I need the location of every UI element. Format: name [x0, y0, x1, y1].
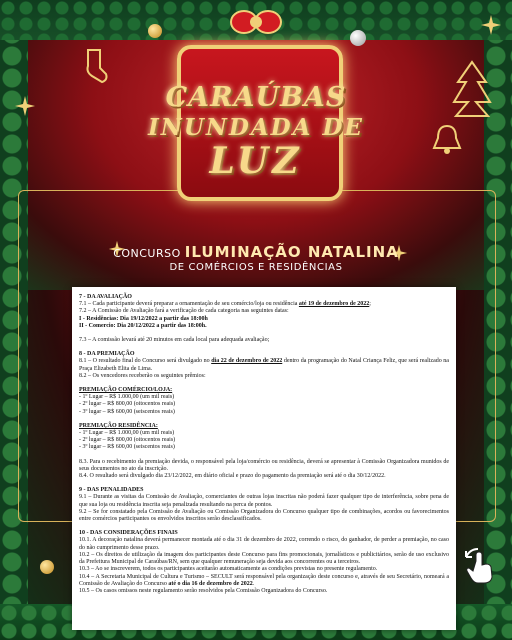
item-9-2: 9.2 – Se for constatado pela Comissão de Avaliação ou Comissão Organizadora do Concurso qualquer tipo de combinações, acordos ou favorecimentos entre comércios participantes os envolvidos inscritos serão desclassificados.: [79, 508, 449, 523]
prize-commerce-title: PREMIAÇÃO COMÉRCIO/LOJA:: [79, 387, 173, 394]
title-line-1: CARAÚBAS: [165, 82, 347, 113]
item-8-1-text: 8.1 – O resultado final do Concurso será divulgado no: [79, 358, 212, 365]
prize-commerce-2: - 2º lugar – R$ 800,00 (oitocentos reais): [79, 401, 176, 408]
stocking-icon: [82, 48, 110, 84]
item-8-2: 8.2 – Os vencedores receberão os seguintes prêmios:: [79, 372, 206, 379]
item-7-ii: II - Comercio: Dia 20/12/2022 a partir das 18:00h.: [79, 322, 207, 329]
item-7-1-text: 7.1 – Cada participante deverá preparar a ornamentação de seu comércio/loja ou residência: [79, 301, 299, 308]
bow-icon: [228, 4, 284, 44]
regulation-document: [72, 287, 456, 630]
item-10-5: 10.5 – Os casos omissos neste regulamento serão resolvidos pela Comissão Organizadora do Concurso.: [79, 587, 328, 594]
swipe-hand-icon[interactable]: [462, 545, 498, 585]
prize-commerce-3: - 3º lugar – R$ 600,00 (seiscentos reais): [79, 408, 175, 415]
title-line-2: INUNDADA DE: [148, 114, 364, 141]
prize-residence-title: PREMIAÇÃO RESIDÊNCIA:: [79, 422, 158, 429]
item-7-i: I - Residências: Dia 19/12/2022 a partir das 18:00h: [79, 315, 208, 322]
star-ornament-icon: [480, 14, 502, 36]
item-7-1-end: ;: [369, 301, 371, 308]
section-9-title: 9 - DAS PENALIDADES: [79, 487, 144, 494]
item-8-4: 8.4. O resultado será divulgado dia 23/12/2022, em diário oficial e prazo do pagamento da premiação será até o dia 30/12/2022.: [79, 473, 386, 480]
bauble-icon: [40, 560, 54, 574]
prize-residence-1: - 1º Lugar – R$ 1.000,00 (um mil reais): [79, 430, 175, 437]
item-10-4: [79, 574, 449, 588]
section-8-title: 8 - DA PREMIAÇÃO: [79, 351, 135, 358]
item-8-3: 8.3. Para o recebimento da premiação devida, o responsável pela loja/comércio ou residência, deverá se apresentar à Comissão Organizadora munidos de seus documentos no ato da inscrição.: [79, 458, 449, 472]
item-7-2: 7.2 – A Comissão de Avaliação fará a verificação de cada categoria nas seguintes datas:: [79, 308, 289, 315]
subtitle-line-2: DE COMÉRCIOS E RESIDÊNCIAS: [169, 262, 343, 273]
subtitle-line-1: [0, 243, 512, 261]
subtitle-main: ILUMINAÇÃO NATALINA: [184, 243, 399, 261]
item-7-1-deadline: até 19 de dezembro de 2022: [298, 301, 370, 308]
section-10-title: 10 - DAS CONSIDERAÇÕES FINAIS: [79, 530, 178, 537]
bauble-icon: [148, 24, 162, 38]
subtitle: [0, 243, 512, 273]
item-10-1: 10.1. A decoração natalina deverá permanecer montada até o dia 31 de dezembro de 2022, correndo o risco, do ganhador, de perder a premiação, no caso do não cumprimento desse prazo.: [79, 537, 449, 551]
item-10-2: 10.2 – Os direitos de utilização da imagem dos participantes deste Concurso para fins promocionais, jornalísticos e publicitários, serão de uso exclusivo da Prefeitura Municipal de Caraúbas/RN, sem que qualquer remuneração seja devida aos concorrentes ou a terceiros.: [79, 551, 449, 566]
item-10-4-date: até o dia 16 de dezembro de 2022: [168, 580, 253, 587]
item-10-4-text: 10.4 – A Secretaria Municipal de Cultura e Turismo – SECULT será responsável pela organização deste concurso e, através de seu Secretário, nomeará a Comissão de Avaliação do Concurso: [79, 573, 449, 587]
item-7-3: 7.3 – A comissão levará até 20 minutos em cada local para adequada avaliação;: [79, 337, 270, 344]
title-line-3: LUZ: [209, 140, 303, 182]
bauble-icon: [350, 30, 366, 46]
item-9-1: 9.1 – Durante as visitas da Comissão de Avaliação, comerciantes de outras lojas inscritas não poderá fazer qualquer tipo de interferência, sobre pena de que sua loja ou residência inscrita seja penalizada resultando na perca de pontos.: [79, 494, 449, 508]
prize-residence-3: - 3º lugar – R$ 600,00 (seiscentos reais): [79, 444, 175, 451]
item-10-3: 10.3 – Ao se inscreverem, todos os participantes aceitarão automaticamente as condições previstas no presente regulamento.: [79, 566, 378, 573]
item-10-4-end: .: [252, 580, 255, 587]
prize-residence-2: - 2º lugar – R$ 800,00 (oitocentos reais): [79, 437, 176, 444]
item-8-1: [79, 358, 449, 372]
prize-commerce-1: - 1º Lugar – R$ 1.000,00 (um mil reais): [79, 394, 175, 401]
item-8-1-end: dentro da programação do Natal Criança Feliz, que será realizado na Praça Elizabeth Elita de Lima.: [79, 358, 449, 372]
section-7-title: 7 - DA AVALIAÇÃO: [79, 294, 132, 300]
subtitle-prefix: CONCURSO: [113, 247, 181, 260]
item-8-1-date: dia 22 de dezembro de 2022: [211, 358, 283, 365]
